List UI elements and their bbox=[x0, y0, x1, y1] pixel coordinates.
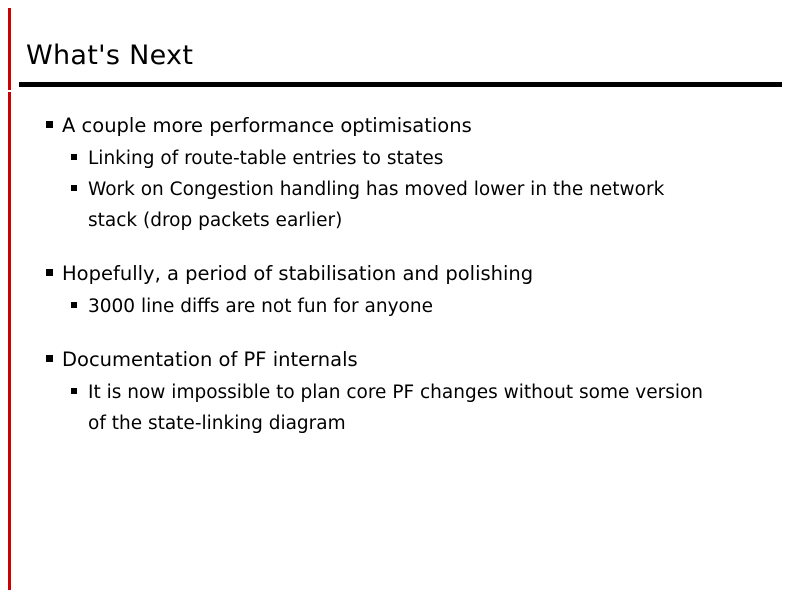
bullet-level2 bbox=[40, 143, 770, 174]
accent-bar-top bbox=[8, 8, 11, 90]
bullet-text: Work on Congestion handling has moved lower in the network bbox=[88, 179, 665, 200]
bullet-text: It is now impossible to plan core PF changes without some version bbox=[88, 382, 704, 403]
slide-title: What's Next bbox=[26, 40, 194, 71]
square-bullet-icon bbox=[71, 185, 77, 191]
title-underline-rule bbox=[19, 82, 782, 87]
square-bullet-icon bbox=[71, 154, 77, 160]
bullet-level2 bbox=[40, 174, 770, 236]
bullet-text: Linking of route-table entries to states bbox=[88, 148, 444, 169]
square-bullet-icon bbox=[71, 302, 77, 308]
square-bullet-icon bbox=[46, 355, 53, 362]
slide-content bbox=[40, 110, 770, 439]
bullet-level2 bbox=[40, 377, 770, 439]
bullet-level1 bbox=[40, 258, 770, 289]
bullet-text: Documentation of PF internals bbox=[62, 348, 358, 371]
bullet-text-continuation: of the state-linking diagram bbox=[88, 413, 346, 434]
bullet-text: Hopefully, a period of stabilisation and polishing bbox=[62, 262, 534, 285]
bullet-level2 bbox=[40, 291, 770, 322]
bullet-level1 bbox=[40, 110, 770, 141]
bullet-text: A couple more performance optimisations bbox=[62, 114, 472, 137]
bullet-level1 bbox=[40, 344, 770, 375]
spacer bbox=[40, 236, 770, 258]
spacer bbox=[40, 322, 770, 344]
square-bullet-icon bbox=[71, 388, 77, 394]
bullet-text-continuation: stack (drop packets earlier) bbox=[88, 210, 343, 231]
square-bullet-icon bbox=[46, 121, 53, 128]
bullet-text: 3000 line diffs are not fun for anyone bbox=[88, 296, 433, 317]
accent-bar-bottom bbox=[8, 92, 11, 590]
square-bullet-icon bbox=[46, 269, 53, 276]
